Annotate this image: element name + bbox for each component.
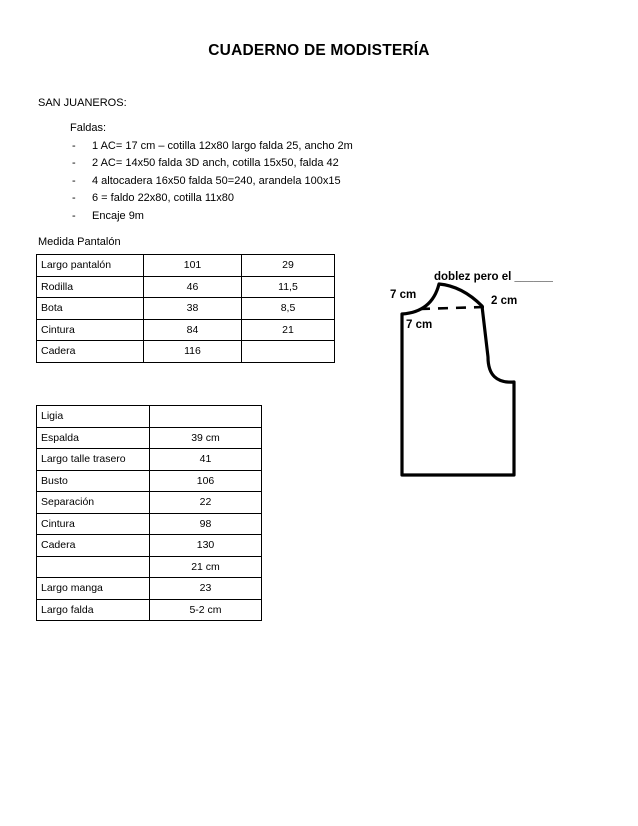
table-cell: 106 [150, 470, 262, 492]
table-cell [150, 406, 262, 428]
table-cell: 38 [144, 298, 242, 320]
table-row [37, 341, 335, 363]
table-cell: 101 [144, 255, 242, 277]
table-cell: Cintura [37, 513, 150, 535]
table-row [37, 298, 335, 320]
table-row [37, 255, 335, 277]
table-cell: 98 [150, 513, 262, 535]
fold-dashed-line [420, 307, 484, 309]
table-cell: Cadera [37, 341, 144, 363]
list-item: - 1 AC= 17 cm – cotilla 12x80 largo falda 25, ancho 2m [70, 138, 353, 156]
bottom-7cm-label: 7 cm [406, 319, 433, 331]
table-cell: Separación [37, 492, 150, 514]
table-cell: 46 [144, 276, 242, 298]
table-cell: 116 [144, 341, 242, 363]
2cm-label: 2 cm [491, 295, 518, 307]
table-cell: Cintura [37, 319, 144, 341]
table-cell: 11,5 [242, 276, 335, 298]
table-cell: 21 [242, 319, 335, 341]
table-cell: Largo talle trasero [37, 449, 150, 471]
sanjuaneros-label: SAN JUANEROS: [38, 97, 127, 109]
table-cell: 130 [150, 535, 262, 557]
table-row [37, 535, 262, 557]
fold-label: doblez pero el ______ [434, 271, 553, 283]
table-cell: 22 [150, 492, 262, 514]
table-cell: Busto [37, 470, 150, 492]
list-item: - Encaje 9m [70, 208, 353, 226]
table-row [37, 427, 262, 449]
table-cell: Largo pantalón [37, 255, 144, 277]
table-cell [242, 341, 335, 363]
list-item: - 2 AC= 14x50 falda 3D anch, cotilla 15x50, falda 42 [70, 155, 353, 173]
table-cell: 5-2 cm [150, 599, 262, 621]
table-cell: 23 [150, 578, 262, 600]
pantalon-label: Medida Pantalón [38, 236, 121, 248]
top-7cm-label: 7 cm [390, 289, 417, 301]
table-row [37, 276, 335, 298]
skirts-section [70, 120, 353, 225]
pattern-outline [402, 284, 514, 475]
table-cell: Largo falda [37, 599, 150, 621]
table-cell: Rodilla [37, 276, 144, 298]
table-cell: 39 cm [150, 427, 262, 449]
table-cell: 21 cm [150, 556, 262, 578]
table-cell: Ligia [37, 406, 150, 428]
table-row [37, 492, 262, 514]
table-cell: Bota [37, 298, 144, 320]
list-item: - 4 altocadera 16x50 falda 50=240, arandela 100x15 [70, 173, 353, 191]
table-cell: 84 [144, 319, 242, 341]
table-cell: Largo manga [37, 578, 150, 600]
pattern-diagram [380, 262, 560, 487]
table-cell: Espalda [37, 427, 150, 449]
table-cell: Cadera [37, 535, 150, 557]
pants-measurements-table [36, 254, 335, 363]
table-row [37, 470, 262, 492]
table-cell: 41 [150, 449, 262, 471]
skirts-list [70, 138, 353, 226]
table-row [37, 319, 335, 341]
table-row [37, 578, 262, 600]
table-row [37, 556, 262, 578]
table-row [37, 599, 262, 621]
list-item: - 6 = faldo 22x80, cotilla 11x80 [70, 190, 353, 208]
table-row [37, 513, 262, 535]
table-row [37, 406, 262, 428]
faldas-label: Faldas: [70, 122, 107, 134]
table-cell: 29 [242, 255, 335, 277]
table-row [37, 449, 262, 471]
ligia-measurements-table [36, 405, 262, 621]
table-cell: 8,5 [242, 298, 335, 320]
table-cell [37, 556, 150, 578]
page-title: CUADERNO DE MODISTERÍA [208, 42, 430, 59]
